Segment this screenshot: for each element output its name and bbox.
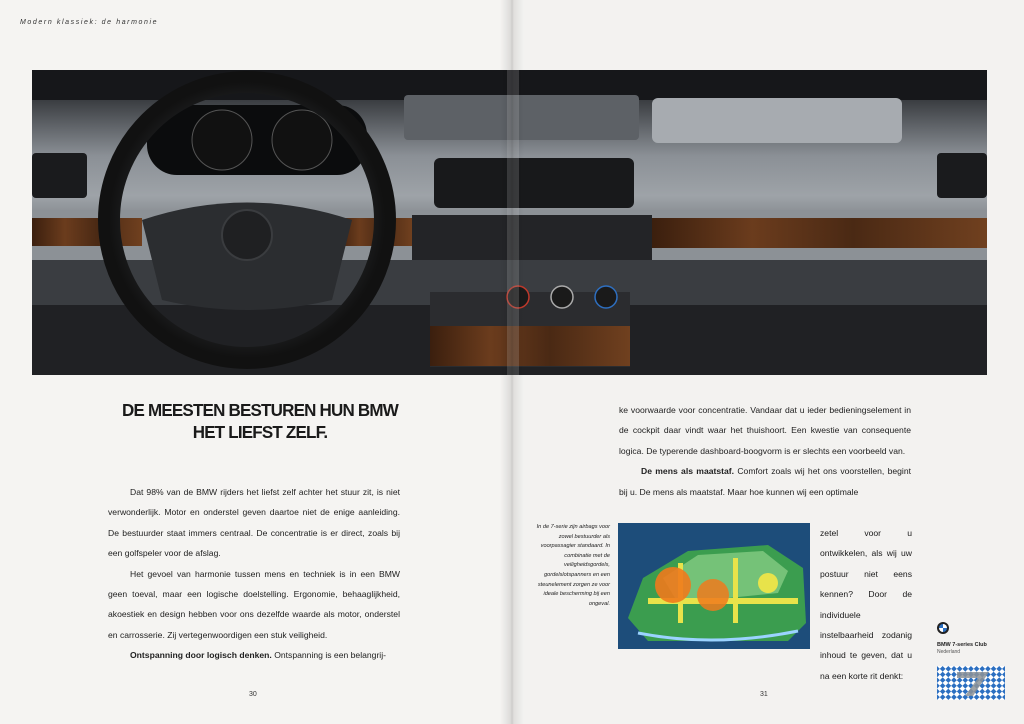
page-number-right: 31 xyxy=(760,691,768,698)
club-badge xyxy=(937,622,1017,705)
bavarian-seven-logo-icon xyxy=(937,666,1005,700)
left-paragraph-1: Dat 98% van de BMW rijders het liefst zelf achter het stuur zit, is niet verwonderlijk. Motor en onderstel geven daartoe niet de enige aanleiding. De bestuurder staat immers centraal. De concentratie is er direct, zoals bij een golfspeler voor de afslag. xyxy=(108,487,400,559)
right-paragraph-1: ke voorwaarde voor concentratie. Vandaar dat u ieder bedieningselement in de cockpit daar vindt waar het thuishoort. Een kwestie van consequente logica. De typerende dashboard-boogvorm is er slechts een voorbeeld van. xyxy=(619,405,911,456)
dashboard-photo xyxy=(32,70,987,375)
headline-line-2: HET LIEFST ZELF. xyxy=(192,422,328,442)
bmw-roundel-icon xyxy=(937,622,949,634)
page-header: Modern klassiek: de harmonie xyxy=(20,19,159,26)
right-body-column xyxy=(619,400,911,502)
left-body-column xyxy=(108,482,400,666)
right-narrow-column xyxy=(820,523,912,686)
airbag-car-illustration xyxy=(618,523,810,649)
right-paragraph-2-lead: De mens als maatstaf. xyxy=(641,466,735,477)
dashboard-illustration xyxy=(32,70,987,375)
airbag-caption: In de 7-serie zijn airbags voor zowel bestuurder als voorpassagier standaard. In combinatie met de veiligheidsgordels, gordelslotspanners en een steunelement zorgen ze voor ideale bescherming bij een ongeval. xyxy=(536,524,610,607)
club-country: Nederland xyxy=(937,649,961,655)
headline xyxy=(60,399,460,443)
right-paragraph-3: zetel voor u ontwikkelen, als wij uw postuur niet eens kennen? Door de individuele instelbaarheid zodanig inhoud te geven, dat u na een korte rit denkt: xyxy=(820,528,912,681)
left-paragraph-3-lead: Ontspanning door logisch denken. xyxy=(130,650,272,661)
left-paragraph-3 xyxy=(108,645,400,665)
left-paragraph-2: Het gevoel van harmonie tussen mens en techniek is in een BMW geen toeval, maar een logische doelstelling. Ergonomie, behaaglijkheid, akoestiek en design hebben voor ons dezelfde waarde als motor, onderstel en carrosserie. Zij vertegenwoordigen een stuk veiligheid. xyxy=(108,568,400,640)
headline-line-1: DE MEESTEN BESTUREN HUN BMW xyxy=(122,400,398,420)
left-paragraph-3-text: Ontspanning is een belangrij- xyxy=(271,650,386,661)
car-xray-image xyxy=(618,523,810,649)
right-paragraph-2 xyxy=(619,461,911,502)
right-paragraph-2-text: Comfort zoals wij het ons voorstellen, begint bij u. De mens als maatstaf. Maar hoe kunnen wij een optimale xyxy=(619,466,912,497)
page-number-left: 30 xyxy=(249,691,257,698)
club-name: BMW 7-series Club xyxy=(937,642,987,648)
